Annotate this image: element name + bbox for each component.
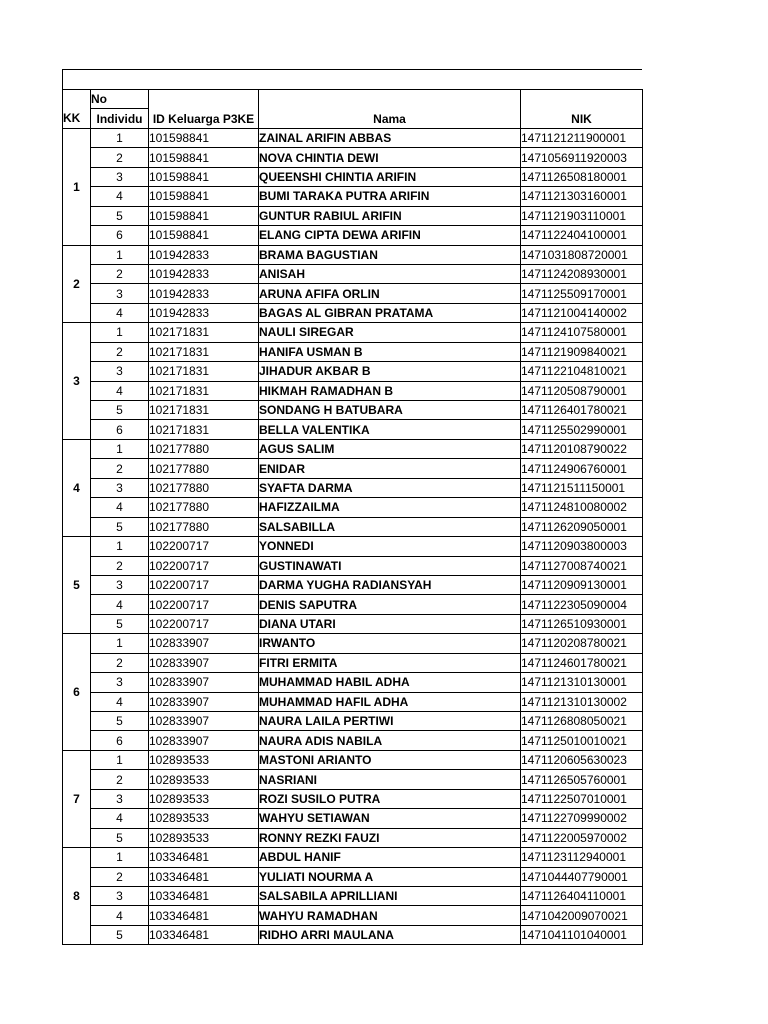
individu-number-cell: 4 bbox=[91, 595, 149, 614]
table-row bbox=[63, 634, 643, 653]
table-row bbox=[63, 342, 643, 361]
nik-cell: 1471056911920003 bbox=[521, 148, 643, 167]
nik-cell: 1471121303160001 bbox=[521, 187, 643, 206]
family-member-table bbox=[62, 89, 643, 945]
individu-number-cell: 5 bbox=[91, 925, 149, 944]
id-keluarga-cell: 102171831 bbox=[149, 342, 259, 361]
individu-number-cell: 4 bbox=[91, 303, 149, 322]
nama-cell: BELLA VALENTIKA bbox=[259, 420, 521, 439]
table-row bbox=[63, 206, 643, 225]
nama-cell: HANIFA USMAN B bbox=[259, 342, 521, 361]
nik-cell: 1471126209050001 bbox=[521, 517, 643, 536]
table-row bbox=[63, 556, 643, 575]
nama-cell: ANISAH bbox=[259, 264, 521, 283]
nik-cell: 1471122507010001 bbox=[521, 789, 643, 808]
id-keluarga-cell: 102171831 bbox=[149, 381, 259, 400]
nama-cell: QUEENSHI CHINTIA ARIFIN bbox=[259, 167, 521, 186]
nama-cell: ROZI SUSILO PUTRA bbox=[259, 789, 521, 808]
table-row bbox=[63, 828, 643, 847]
id-keluarga-cell: 101942833 bbox=[149, 264, 259, 283]
nama-cell: NASRIANI bbox=[259, 770, 521, 789]
individu-number-cell: 1 bbox=[91, 323, 149, 342]
nama-cell: ZAINAL ARIFIN ABBAS bbox=[259, 128, 521, 147]
table-row bbox=[63, 925, 643, 944]
nama-cell: ELANG CIPTA DEWA ARIFIN bbox=[259, 226, 521, 245]
individu-number-cell: 4 bbox=[91, 381, 149, 400]
nama-cell: AGUS SALIM bbox=[259, 439, 521, 458]
nik-cell: 1471124601780021 bbox=[521, 653, 643, 672]
nama-cell: NAURA ADIS NABILA bbox=[259, 731, 521, 750]
header-nama: Nama bbox=[259, 90, 521, 129]
header-individu: Individu bbox=[91, 109, 149, 128]
table-row bbox=[63, 692, 643, 711]
nama-cell: DENIS SAPUTRA bbox=[259, 595, 521, 614]
table-row bbox=[63, 906, 643, 925]
nama-cell: YONNEDI bbox=[259, 537, 521, 556]
nik-cell: 1471120508790001 bbox=[521, 381, 643, 400]
nik-cell: 1471121310130001 bbox=[521, 673, 643, 692]
id-keluarga-cell: 102893533 bbox=[149, 789, 259, 808]
id-keluarga-cell: 102833907 bbox=[149, 692, 259, 711]
nama-cell: ARUNA AFIFA ORLIN bbox=[259, 284, 521, 303]
id-keluarga-cell: 101942833 bbox=[149, 245, 259, 264]
nama-cell: MUHAMMAD HAFIL ADHA bbox=[259, 692, 521, 711]
nama-cell: ENIDAR bbox=[259, 459, 521, 478]
id-keluarga-cell: 102893533 bbox=[149, 809, 259, 828]
nama-cell: RIDHO ARRI MAULANA bbox=[259, 925, 521, 944]
kk-number-cell: 4 bbox=[63, 439, 91, 536]
nik-cell: 1471042009070021 bbox=[521, 906, 643, 925]
nik-cell: 1471121909840021 bbox=[521, 342, 643, 361]
nik-cell: 1471122709990002 bbox=[521, 809, 643, 828]
kk-number-cell: 2 bbox=[63, 245, 91, 323]
nama-cell: SONDANG H BATUBARA bbox=[259, 401, 521, 420]
kk-number-cell: 6 bbox=[63, 634, 91, 751]
nik-cell: 1471124906760001 bbox=[521, 459, 643, 478]
id-keluarga-cell: 102177880 bbox=[149, 478, 259, 497]
individu-number-cell: 2 bbox=[91, 148, 149, 167]
nama-cell: FITRI ERMITA bbox=[259, 653, 521, 672]
header-row-top bbox=[63, 90, 643, 109]
nama-cell: NOVA CHINTIA DEWI bbox=[259, 148, 521, 167]
individu-number-cell: 2 bbox=[91, 342, 149, 361]
id-keluarga-cell: 101598841 bbox=[149, 187, 259, 206]
individu-number-cell: 3 bbox=[91, 167, 149, 186]
individu-number-cell: 4 bbox=[91, 906, 149, 925]
nik-cell: 1471126808050021 bbox=[521, 712, 643, 731]
id-keluarga-cell: 101942833 bbox=[149, 284, 259, 303]
id-keluarga-cell: 102171831 bbox=[149, 323, 259, 342]
nama-cell: WAHYU RAMADHAN bbox=[259, 906, 521, 925]
nik-cell: 1471124208930001 bbox=[521, 264, 643, 283]
nama-cell: ABDUL HANIF bbox=[259, 848, 521, 867]
id-keluarga-cell: 102833907 bbox=[149, 634, 259, 653]
nama-cell: RONNY REZKI FAUZI bbox=[259, 828, 521, 847]
table-row bbox=[63, 439, 643, 458]
nama-cell: JIHADUR AKBAR B bbox=[259, 362, 521, 381]
individu-number-cell: 1 bbox=[91, 537, 149, 556]
table-row bbox=[63, 478, 643, 497]
individu-number-cell: 3 bbox=[91, 789, 149, 808]
table-row bbox=[63, 809, 643, 828]
individu-number-cell: 5 bbox=[91, 614, 149, 633]
nik-cell: 1471126505760001 bbox=[521, 770, 643, 789]
kk-number-cell: 3 bbox=[63, 323, 91, 440]
id-keluarga-cell: 102200717 bbox=[149, 575, 259, 594]
kk-number-cell: 5 bbox=[63, 537, 91, 634]
id-keluarga-cell: 101598841 bbox=[149, 167, 259, 186]
nama-cell: WAHYU SETIAWAN bbox=[259, 809, 521, 828]
kk-number-cell: 7 bbox=[63, 750, 91, 847]
nik-cell: 1471122104810021 bbox=[521, 362, 643, 381]
spreadsheet bbox=[62, 69, 642, 945]
nama-cell: NAURA LAILA PERTIWI bbox=[259, 712, 521, 731]
individu-number-cell: 5 bbox=[91, 828, 149, 847]
id-keluarga-cell: 102200717 bbox=[149, 537, 259, 556]
id-keluarga-cell: 102177880 bbox=[149, 498, 259, 517]
individu-number-cell: 1 bbox=[91, 634, 149, 653]
nama-cell: BAGAS AL GIBRAN PRATAMA bbox=[259, 303, 521, 322]
table-row bbox=[63, 245, 643, 264]
table-row bbox=[63, 167, 643, 186]
table-row bbox=[63, 323, 643, 342]
nama-cell: HAFIZZAILMA bbox=[259, 498, 521, 517]
table-row bbox=[63, 187, 643, 206]
individu-number-cell: 2 bbox=[91, 653, 149, 672]
table-row bbox=[63, 148, 643, 167]
individu-number-cell: 2 bbox=[91, 264, 149, 283]
id-keluarga-cell: 102177880 bbox=[149, 459, 259, 478]
nik-cell: 1471041101040001 bbox=[521, 925, 643, 944]
nik-cell: 1471121004140002 bbox=[521, 303, 643, 322]
individu-number-cell: 1 bbox=[91, 848, 149, 867]
nik-cell: 1471031808720001 bbox=[521, 245, 643, 264]
individu-number-cell: 5 bbox=[91, 712, 149, 731]
id-keluarga-cell: 102177880 bbox=[149, 439, 259, 458]
id-keluarga-cell: 103346481 bbox=[149, 848, 259, 867]
nama-cell: BRAMA BAGUSTIAN bbox=[259, 245, 521, 264]
table-row bbox=[63, 264, 643, 283]
nik-cell: 1471126508180001 bbox=[521, 167, 643, 186]
individu-number-cell: 3 bbox=[91, 284, 149, 303]
id-keluarga-cell: 101598841 bbox=[149, 226, 259, 245]
empty-title-row bbox=[62, 69, 642, 89]
id-keluarga-cell: 101942833 bbox=[149, 303, 259, 322]
kk-number-cell: 8 bbox=[63, 848, 91, 945]
nama-cell: IRWANTO bbox=[259, 634, 521, 653]
table-row bbox=[63, 498, 643, 517]
table-row bbox=[63, 653, 643, 672]
nama-cell: NAULI SIREGAR bbox=[259, 323, 521, 342]
nama-cell: DARMA YUGHA RADIANSYAH bbox=[259, 575, 521, 594]
header-kk: KK bbox=[63, 109, 91, 128]
id-keluarga-cell: 102171831 bbox=[149, 362, 259, 381]
nik-cell: 1471121903110001 bbox=[521, 206, 643, 225]
nik-cell: 1471120108790022 bbox=[521, 439, 643, 458]
id-keluarga-cell: 102200717 bbox=[149, 556, 259, 575]
id-keluarga-cell: 102177880 bbox=[149, 517, 259, 536]
table-row bbox=[63, 226, 643, 245]
nama-cell: YULIATI NOURMA A bbox=[259, 867, 521, 886]
nama-cell: SALSABILLA bbox=[259, 517, 521, 536]
individu-number-cell: 3 bbox=[91, 886, 149, 905]
table-row bbox=[63, 128, 643, 147]
nik-cell: 1471121310130002 bbox=[521, 692, 643, 711]
table-body bbox=[63, 128, 643, 944]
id-keluarga-cell: 102171831 bbox=[149, 401, 259, 420]
table-row bbox=[63, 595, 643, 614]
nik-cell: 1471124810080002 bbox=[521, 498, 643, 517]
table-row bbox=[63, 731, 643, 750]
id-keluarga-cell: 102200717 bbox=[149, 614, 259, 633]
id-keluarga-cell: 102833907 bbox=[149, 731, 259, 750]
table-row bbox=[63, 381, 643, 400]
nik-cell: 1471121211900001 bbox=[521, 128, 643, 147]
nik-cell: 1471126510930001 bbox=[521, 614, 643, 633]
table-row bbox=[63, 712, 643, 731]
id-keluarga-cell: 102893533 bbox=[149, 770, 259, 789]
nik-cell: 1471125010010021 bbox=[521, 731, 643, 750]
nama-cell: GUSTINAWATI bbox=[259, 556, 521, 575]
nama-cell: DIANA UTARI bbox=[259, 614, 521, 633]
id-keluarga-cell: 103346481 bbox=[149, 867, 259, 886]
table-row bbox=[63, 517, 643, 536]
individu-number-cell: 3 bbox=[91, 575, 149, 594]
nama-cell: BUMI TARAKA PUTRA ARIFIN bbox=[259, 187, 521, 206]
kk-number-cell: 1 bbox=[63, 128, 91, 245]
id-keluarga-cell: 102171831 bbox=[149, 420, 259, 439]
individu-number-cell: 2 bbox=[91, 867, 149, 886]
individu-number-cell: 1 bbox=[91, 245, 149, 264]
nik-cell: 1471125502990001 bbox=[521, 420, 643, 439]
table-row bbox=[63, 614, 643, 633]
header-no: No bbox=[91, 90, 149, 109]
individu-number-cell: 2 bbox=[91, 556, 149, 575]
individu-number-cell: 1 bbox=[91, 439, 149, 458]
table-row bbox=[63, 401, 643, 420]
individu-number-cell: 5 bbox=[91, 206, 149, 225]
id-keluarga-cell: 103346481 bbox=[149, 925, 259, 944]
nama-cell: HIKMAH RAMADHAN B bbox=[259, 381, 521, 400]
individu-number-cell: 4 bbox=[91, 809, 149, 828]
header-kk-spacer bbox=[63, 90, 91, 109]
nama-cell: MUHAMMAD HABIL ADHA bbox=[259, 673, 521, 692]
nama-cell: GUNTUR RABIUL ARIFIN bbox=[259, 206, 521, 225]
individu-number-cell: 6 bbox=[91, 731, 149, 750]
nik-cell: 1471122404100001 bbox=[521, 226, 643, 245]
nama-cell: SYAFTA DARMA bbox=[259, 478, 521, 497]
nik-cell: 1471126401780021 bbox=[521, 401, 643, 420]
table-row bbox=[63, 459, 643, 478]
individu-number-cell: 2 bbox=[91, 770, 149, 789]
table-row bbox=[63, 575, 643, 594]
id-keluarga-cell: 102893533 bbox=[149, 828, 259, 847]
individu-number-cell: 1 bbox=[91, 750, 149, 769]
nik-cell: 1471120903800003 bbox=[521, 537, 643, 556]
nik-cell: 1471125509170001 bbox=[521, 284, 643, 303]
header-nik: NIK bbox=[521, 90, 643, 129]
individu-number-cell: 4 bbox=[91, 498, 149, 517]
nik-cell: 1471120909130001 bbox=[521, 575, 643, 594]
individu-number-cell: 4 bbox=[91, 187, 149, 206]
id-keluarga-cell: 101598841 bbox=[149, 206, 259, 225]
id-keluarga-cell: 101598841 bbox=[149, 148, 259, 167]
nama-cell: SALSABILA APRILLIANI bbox=[259, 886, 521, 905]
individu-number-cell: 2 bbox=[91, 459, 149, 478]
individu-number-cell: 3 bbox=[91, 478, 149, 497]
id-keluarga-cell: 102200717 bbox=[149, 595, 259, 614]
table-row bbox=[63, 420, 643, 439]
table-row bbox=[63, 284, 643, 303]
table-row bbox=[63, 673, 643, 692]
id-keluarga-cell: 102893533 bbox=[149, 750, 259, 769]
nik-cell: 1471124107580001 bbox=[521, 323, 643, 342]
table-row bbox=[63, 867, 643, 886]
id-keluarga-cell: 102833907 bbox=[149, 712, 259, 731]
individu-number-cell: 5 bbox=[91, 401, 149, 420]
table-row bbox=[63, 886, 643, 905]
nik-cell: 1471127008740021 bbox=[521, 556, 643, 575]
individu-number-cell: 3 bbox=[91, 362, 149, 381]
individu-number-cell: 5 bbox=[91, 517, 149, 536]
header-id-keluarga: ID Keluarga P3KE bbox=[149, 90, 259, 129]
table-row bbox=[63, 789, 643, 808]
table-row bbox=[63, 362, 643, 381]
table-row bbox=[63, 848, 643, 867]
id-keluarga-cell: 103346481 bbox=[149, 906, 259, 925]
table-row bbox=[63, 537, 643, 556]
table-row bbox=[63, 750, 643, 769]
table-row bbox=[63, 770, 643, 789]
nik-cell: 1471126404110001 bbox=[521, 886, 643, 905]
nik-cell: 1471120605630023 bbox=[521, 750, 643, 769]
nik-cell: 1471122305090004 bbox=[521, 595, 643, 614]
id-keluarga-cell: 102833907 bbox=[149, 653, 259, 672]
nik-cell: 1471121511150001 bbox=[521, 478, 643, 497]
nik-cell: 1471120208780021 bbox=[521, 634, 643, 653]
individu-number-cell: 1 bbox=[91, 128, 149, 147]
nama-cell: MASTONI ARIANTO bbox=[259, 750, 521, 769]
id-keluarga-cell: 102833907 bbox=[149, 673, 259, 692]
individu-number-cell: 3 bbox=[91, 673, 149, 692]
nik-cell: 1471044407790001 bbox=[521, 867, 643, 886]
individu-number-cell: 6 bbox=[91, 226, 149, 245]
nik-cell: 1471122005970002 bbox=[521, 828, 643, 847]
id-keluarga-cell: 103346481 bbox=[149, 886, 259, 905]
table-row bbox=[63, 303, 643, 322]
individu-number-cell: 6 bbox=[91, 420, 149, 439]
id-keluarga-cell: 101598841 bbox=[149, 128, 259, 147]
nik-cell: 1471123112940001 bbox=[521, 848, 643, 867]
individu-number-cell: 4 bbox=[91, 692, 149, 711]
